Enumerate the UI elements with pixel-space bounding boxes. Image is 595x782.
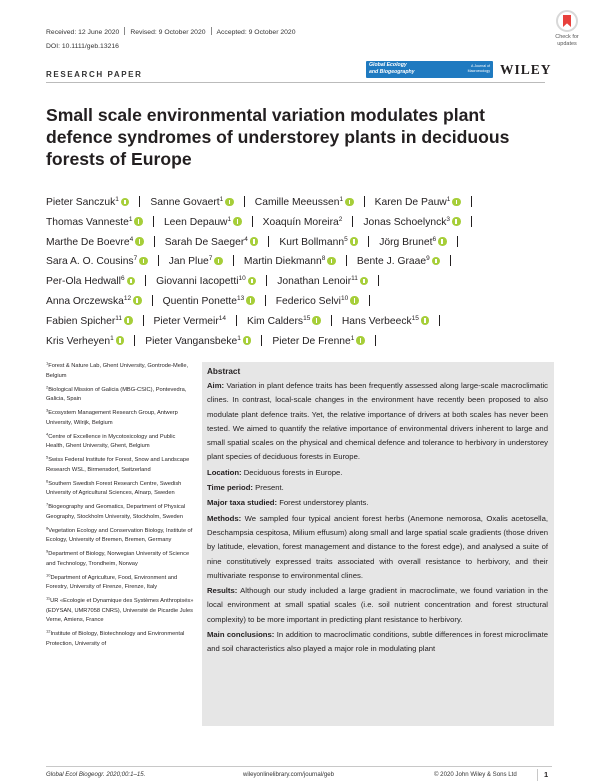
orcid-icon[interactable] <box>248 277 257 286</box>
affiliation-number: 7 <box>46 501 49 507</box>
author-affiliation-ref: 13 <box>237 294 245 302</box>
affiliation-text: Biogeography and Geomatics, Department of Physical Geography, Stockholm University, Stockholm, Sweden <box>46 504 186 520</box>
author[interactable] <box>363 217 460 228</box>
author-name: Hans Verbeeck <box>341 315 412 327</box>
affiliation <box>46 480 194 499</box>
affiliation <box>46 597 194 626</box>
abstract-section-text: Forest understorey plants. <box>279 498 369 508</box>
author[interactable] <box>276 296 359 307</box>
author-affiliation-ref: 1 <box>115 196 119 203</box>
author[interactable] <box>46 237 144 248</box>
affiliation-text: Southern Swedish Forest Research Centre, Swedish University of Agricultural Sciences, Alnarp, Sweden <box>46 480 182 496</box>
author-list <box>46 193 556 351</box>
copyright: © 2020 John Wiley & Sons Ltd <box>434 771 517 778</box>
author[interactable] <box>156 276 256 287</box>
affiliation-number: 1 <box>46 360 49 366</box>
author-name: Pieter De Frenne <box>272 335 351 347</box>
author-affiliation-ref: 3 <box>446 215 450 223</box>
orcid-icon[interactable] <box>243 336 252 345</box>
author[interactable] <box>379 237 446 248</box>
author[interactable] <box>342 316 430 327</box>
author-name: Anna Orczewska <box>46 295 124 307</box>
crossmark-badge[interactable] <box>545 10 589 56</box>
orcid-icon[interactable] <box>438 237 447 246</box>
footer-divider <box>46 766 552 767</box>
author-separator <box>139 196 140 207</box>
author-name: Sanne Govaert <box>150 197 220 208</box>
orcid-icon[interactable] <box>133 296 142 305</box>
abstract-section-label: Results: <box>207 586 238 596</box>
author-name: Sarah De Saeger <box>164 236 245 248</box>
orcid-icon[interactable] <box>350 237 359 246</box>
author-name: Karen De Pauw <box>374 197 447 208</box>
author-affiliation-ref: 1 <box>237 334 241 342</box>
author-name: Jan Plue <box>168 256 209 268</box>
section-label: RESEARCH PAPER <box>46 70 143 79</box>
abstract-body <box>207 379 548 657</box>
affiliation <box>46 527 194 546</box>
orcid-icon[interactable] <box>214 257 223 266</box>
orcid-icon[interactable] <box>360 277 369 286</box>
abstract-section-text: Deciduous forests in Europe. <box>243 467 343 477</box>
orcid-icon[interactable] <box>432 257 441 266</box>
affiliation <box>46 386 194 405</box>
publisher-logo: WILEY <box>500 62 552 77</box>
orcid-icon[interactable] <box>135 237 144 246</box>
abstract-section-label: Aim: <box>207 381 225 390</box>
author-separator <box>268 236 269 247</box>
author-separator <box>331 315 332 326</box>
author-separator <box>439 315 440 326</box>
author-name: Bente J. Graae <box>356 256 427 268</box>
orcid-icon[interactable] <box>225 198 234 207</box>
author[interactable] <box>46 197 129 208</box>
author-affiliation-ref: 10 <box>340 294 349 302</box>
affiliation-number: 8 <box>46 525 49 530</box>
affiliation-text: Biological Mission of Galicia (MBG-CSIC), Pontevedra, Galicia, Spain <box>46 386 187 402</box>
orcid-icon[interactable] <box>356 336 365 345</box>
orcid-icon[interactable] <box>124 316 133 325</box>
affiliation-number: 12 <box>46 628 51 634</box>
author-separator <box>375 335 376 346</box>
author-separator <box>471 196 472 207</box>
author[interactable] <box>244 256 336 267</box>
author-name: Sara A. O. Cousins <box>46 256 134 268</box>
author-affiliation-ref: 1 <box>219 196 224 203</box>
author[interactable] <box>375 197 461 208</box>
author-separator <box>364 196 365 207</box>
author-affiliation-ref: 10 <box>238 275 246 283</box>
author-name: Jonas Schoelynck <box>363 216 447 228</box>
abstract-section <box>207 481 548 495</box>
author-name: Xoaquín Moreira <box>262 216 339 228</box>
author[interactable] <box>277 276 368 287</box>
author-affiliation-ref: 11 <box>351 275 358 283</box>
author-separator <box>236 315 237 326</box>
author-line <box>46 312 556 332</box>
author-line <box>46 233 556 253</box>
author-separator <box>233 255 234 266</box>
author-separator <box>145 275 146 286</box>
affiliation <box>46 409 194 428</box>
author-affiliation-ref: 4 <box>244 235 248 243</box>
author-line <box>46 193 556 213</box>
header-divider <box>46 82 545 83</box>
author[interactable] <box>46 217 143 228</box>
article-dates <box>46 27 486 36</box>
author-affiliation-ref: 4 <box>129 235 134 243</box>
author-name: Kurt Bollmann <box>279 236 345 248</box>
footer-separator <box>537 769 538 781</box>
author-affiliation-ref: 1 <box>110 334 114 342</box>
author[interactable] <box>272 336 365 347</box>
author-separator <box>261 335 262 346</box>
author-line <box>46 292 556 312</box>
orcid-icon[interactable] <box>452 217 461 226</box>
affiliation-text: Vegetation Ecology and Conservation Biology, Institute of Ecology, University of Bremen, Bremen, Germany <box>46 527 193 543</box>
author-affiliation-ref: 1 <box>227 215 232 223</box>
author[interactable] <box>357 256 440 267</box>
abstract-box <box>202 362 554 726</box>
orcid-icon[interactable] <box>116 336 125 345</box>
orcid-icon[interactable] <box>250 237 259 246</box>
orcid-icon[interactable] <box>246 296 255 305</box>
author-line <box>46 213 556 233</box>
affiliation-text: Ecosystem Management Research Group, Antwerp University, Wilrijk, Belgium <box>46 410 178 426</box>
author-affiliation-ref: 9 <box>426 255 430 263</box>
abstract-section <box>207 379 548 465</box>
abstract-section-text: Variation in plant defence traits has been frequently assessed along large-scale macroclimatic clines. In contrast, local-scale changes in the environment have recently been proposed to also modulate plant defence traits. Yet, the relative importance of drivers at both scales has never been tested. We aimed to quantify the relative importance of environmental drivers inherent to large and small spatial scales on the physical and chemical defence and tolerance to herbivory in understorey plant species of deciduous forests in Europe. <box>207 381 549 462</box>
author-separator <box>457 236 458 247</box>
crossmark-icon <box>556 10 578 32</box>
orcid-icon[interactable] <box>327 257 336 266</box>
author[interactable] <box>255 197 354 208</box>
author-affiliation-ref: 1 <box>446 196 451 203</box>
affiliation <box>46 630 194 649</box>
author-separator <box>471 216 472 227</box>
abstract-section <box>207 466 548 480</box>
orcid-icon[interactable] <box>127 277 136 286</box>
doi[interactable]: DOI: 10.1111/geb.13216 <box>46 43 119 50</box>
journal-citation: Global Ecol Biogeogr. 2020;00:1–15. <box>46 771 146 778</box>
orcid-icon[interactable] <box>452 198 461 207</box>
affiliation-number: 10 <box>46 572 51 577</box>
affiliation-number: 3 <box>46 407 49 413</box>
journal-logo-society: A Journal of Macroecology <box>467 64 490 73</box>
abstract-section-text: In addition to macroclimatic conditions, subtle differences in forest microclimate and soil characteristics also played a major role in modulating plant <box>207 630 548 654</box>
author-affiliation-ref: 15 <box>303 314 311 322</box>
affiliation-number: 4 <box>46 431 49 436</box>
author[interactable] <box>169 256 223 267</box>
orcid-icon[interactable] <box>312 316 321 325</box>
author[interactable] <box>279 237 358 248</box>
abstract-section-label: Major taxa studied: <box>207 498 278 508</box>
author-separator <box>378 275 379 286</box>
abstract-section-text: Present. <box>255 483 284 493</box>
journal-url[interactable]: wileyonlinelibrary.com/journal/geb <box>243 771 334 778</box>
author-separator <box>369 295 370 306</box>
author-line <box>46 252 556 272</box>
abstract-section-text: We sampled four typical ancient forest herbs (Anemone nemorosa, Oxalis acetosella, Deschampsia cespitosa, Milium effusum) along small and large spatial scale gradients (those driven by latitude, elevation, forest management and distance to the forest edge), and analysed a suite of nine constitutively expressed traits associated with overall resistance to herbivory, and their multivariate response to environmental clines. <box>207 513 548 580</box>
affiliation-text: Institute of Biology, Biotechnology and Environmental Protection, University of <box>46 631 185 647</box>
author-separator <box>153 216 154 227</box>
affiliation-text: Centre of Excellence in Mycotoxicology and Public Health, Ghent University, Ghent, Belgium <box>46 433 176 449</box>
author[interactable] <box>164 217 242 228</box>
author[interactable] <box>46 316 133 327</box>
page-number: 1 <box>544 770 549 779</box>
author[interactable] <box>145 336 251 347</box>
author[interactable] <box>150 197 233 208</box>
abstract-section-text: Although our study included a large gradient in macroclimate, we found variation in the local environment at small spatial scales (i.e. soil nutrient concentration and forest structural complexity) to be more important in predicting plant resistance to herbivory. <box>207 586 548 624</box>
author-affiliation-ref: 15 <box>411 314 419 322</box>
orcid-icon[interactable] <box>345 198 354 207</box>
revised-date: Revised: 9 October 2020 <box>130 29 206 36</box>
orcid-icon[interactable] <box>134 217 143 226</box>
author-separator <box>346 255 347 266</box>
affiliation <box>46 503 194 522</box>
author-separator <box>352 216 353 227</box>
author[interactable] <box>163 296 255 307</box>
author[interactable] <box>46 256 148 267</box>
affiliation-text: Swiss Federal Institute for Forest, Snow and Landscape Research WSL, Birmensdorf, Switzerland <box>46 457 190 473</box>
orcid-icon[interactable] <box>139 257 148 266</box>
author-name: Federico Selvi <box>275 295 341 307</box>
author-affiliation-ref: 6 <box>120 275 125 283</box>
abstract-section <box>207 584 548 627</box>
author-separator <box>154 236 155 247</box>
author-name: Per-Ola Hedwall <box>46 276 121 288</box>
author-separator <box>252 216 253 227</box>
journal-logo <box>366 61 493 78</box>
author[interactable] <box>263 217 343 228</box>
author-separator <box>244 196 245 207</box>
affiliations <box>46 362 194 654</box>
author-line <box>46 272 556 292</box>
author-line <box>46 332 556 352</box>
author-affiliation-ref: 1 <box>339 196 344 203</box>
orcid-icon[interactable] <box>121 198 130 207</box>
affiliation <box>46 433 194 452</box>
author-separator <box>265 295 266 306</box>
author-affiliation-ref: 7 <box>133 255 138 263</box>
author-name: Kim Calders <box>247 315 304 327</box>
orcid-icon[interactable] <box>233 217 242 226</box>
author-affiliation-ref: 12 <box>123 294 132 302</box>
affiliation-number: 2 <box>46 384 49 389</box>
author-separator <box>143 315 144 326</box>
author[interactable] <box>46 296 142 307</box>
abstract-section <box>207 512 548 583</box>
abstract-section <box>207 628 548 657</box>
affiliation-text: Forest & Nature Lab, Ghent University, Gontrode-Melle, Belgium <box>46 363 189 379</box>
author[interactable] <box>154 316 226 327</box>
author-separator <box>450 255 451 266</box>
affiliation <box>46 362 194 381</box>
author-affiliation-ref: 8 <box>321 255 326 263</box>
affiliation <box>46 574 194 593</box>
author-separator <box>134 335 135 346</box>
accepted-date: Accepted: 9 October 2020 <box>216 29 296 36</box>
received-date: Received: 12 June 2020 <box>46 29 120 36</box>
affiliation-text: Department of Agriculture, Food, Environment and Forestry, University of Firenze, Firenze, Italy <box>46 574 178 590</box>
affiliation <box>46 456 194 475</box>
paper-title: Small scale environmental variation modulates plant defence syndromes of understorey plants in deciduous forests of Europe <box>46 105 510 169</box>
author-affiliation-ref: 2 <box>338 215 343 223</box>
author-name: Jonathan Lenoir <box>277 276 352 288</box>
author-affiliation-ref: 5 <box>344 235 348 243</box>
affiliation-number: 9 <box>46 548 49 554</box>
author-affiliation-ref: 11 <box>115 314 123 322</box>
affiliation-text: UR «Ecologie et Dynamique des Systèmes Anthropisés» (EDYSAN, UMR7058 CNRS), Université de Picardie Jules Verne, Amiens, France <box>46 598 194 623</box>
date-separator <box>211 27 212 35</box>
author[interactable] <box>165 237 259 248</box>
author-affiliation-ref: 6 <box>432 235 437 243</box>
orcid-icon[interactable] <box>350 296 359 305</box>
author-name: Jörg Brunet <box>379 236 433 248</box>
author-name: Marthe De Boevre <box>46 236 130 248</box>
abstract-heading: Abstract <box>207 367 241 376</box>
affiliation-number: 11 <box>46 595 51 601</box>
journal-logo-name: Global Ecology and Biogeography <box>369 62 415 75</box>
abstract-section-label: Location: <box>207 467 242 477</box>
author-name: Pieter Vangansbeke <box>145 335 238 347</box>
author-affiliation-ref: 1 <box>128 215 133 223</box>
affiliation-text: Department of Biology, Norwegian University of Science and Technology, Trondheim, Norway <box>46 551 190 567</box>
abstract-section <box>207 496 548 510</box>
author-name: Leen Depauw <box>163 216 228 228</box>
author-name: Giovanni Iacopetti <box>156 276 239 288</box>
abstract-section-label: Time period: <box>207 483 253 493</box>
author-separator <box>152 295 153 306</box>
author-name: Fabien Spicher <box>46 315 116 327</box>
author-affiliation-ref: 7 <box>208 255 213 263</box>
date-separator <box>124 27 125 35</box>
author[interactable] <box>46 276 135 287</box>
crossmark-label: Check for updates <box>555 34 579 47</box>
abstract-section-label: Methods: <box>207 513 242 523</box>
author-separator <box>368 236 369 247</box>
author-name: Quentin Ponette <box>162 295 237 307</box>
author-name: Pieter Vermeir <box>153 315 219 327</box>
author-name: Martin Diekmann <box>243 256 322 268</box>
author-separator <box>158 255 159 266</box>
author-affiliation-ref: 1 <box>350 334 355 342</box>
affiliation-number: 6 <box>46 478 49 483</box>
author[interactable] <box>46 336 124 347</box>
orcid-icon[interactable] <box>421 316 430 325</box>
author-affiliation-ref: 14 <box>218 314 226 322</box>
author[interactable] <box>247 316 321 327</box>
affiliation <box>46 550 194 569</box>
author-separator <box>266 275 267 286</box>
affiliation-number: 5 <box>46 454 49 460</box>
abstract-section-label: Main conclusions: <box>207 630 275 640</box>
author-name: Camille Meeussen <box>254 197 340 208</box>
author-name: Kris Verheyen <box>46 335 111 347</box>
author-name: Thomas Vanneste <box>46 216 129 228</box>
author-name: Pieter Sanczuk <box>46 197 116 208</box>
